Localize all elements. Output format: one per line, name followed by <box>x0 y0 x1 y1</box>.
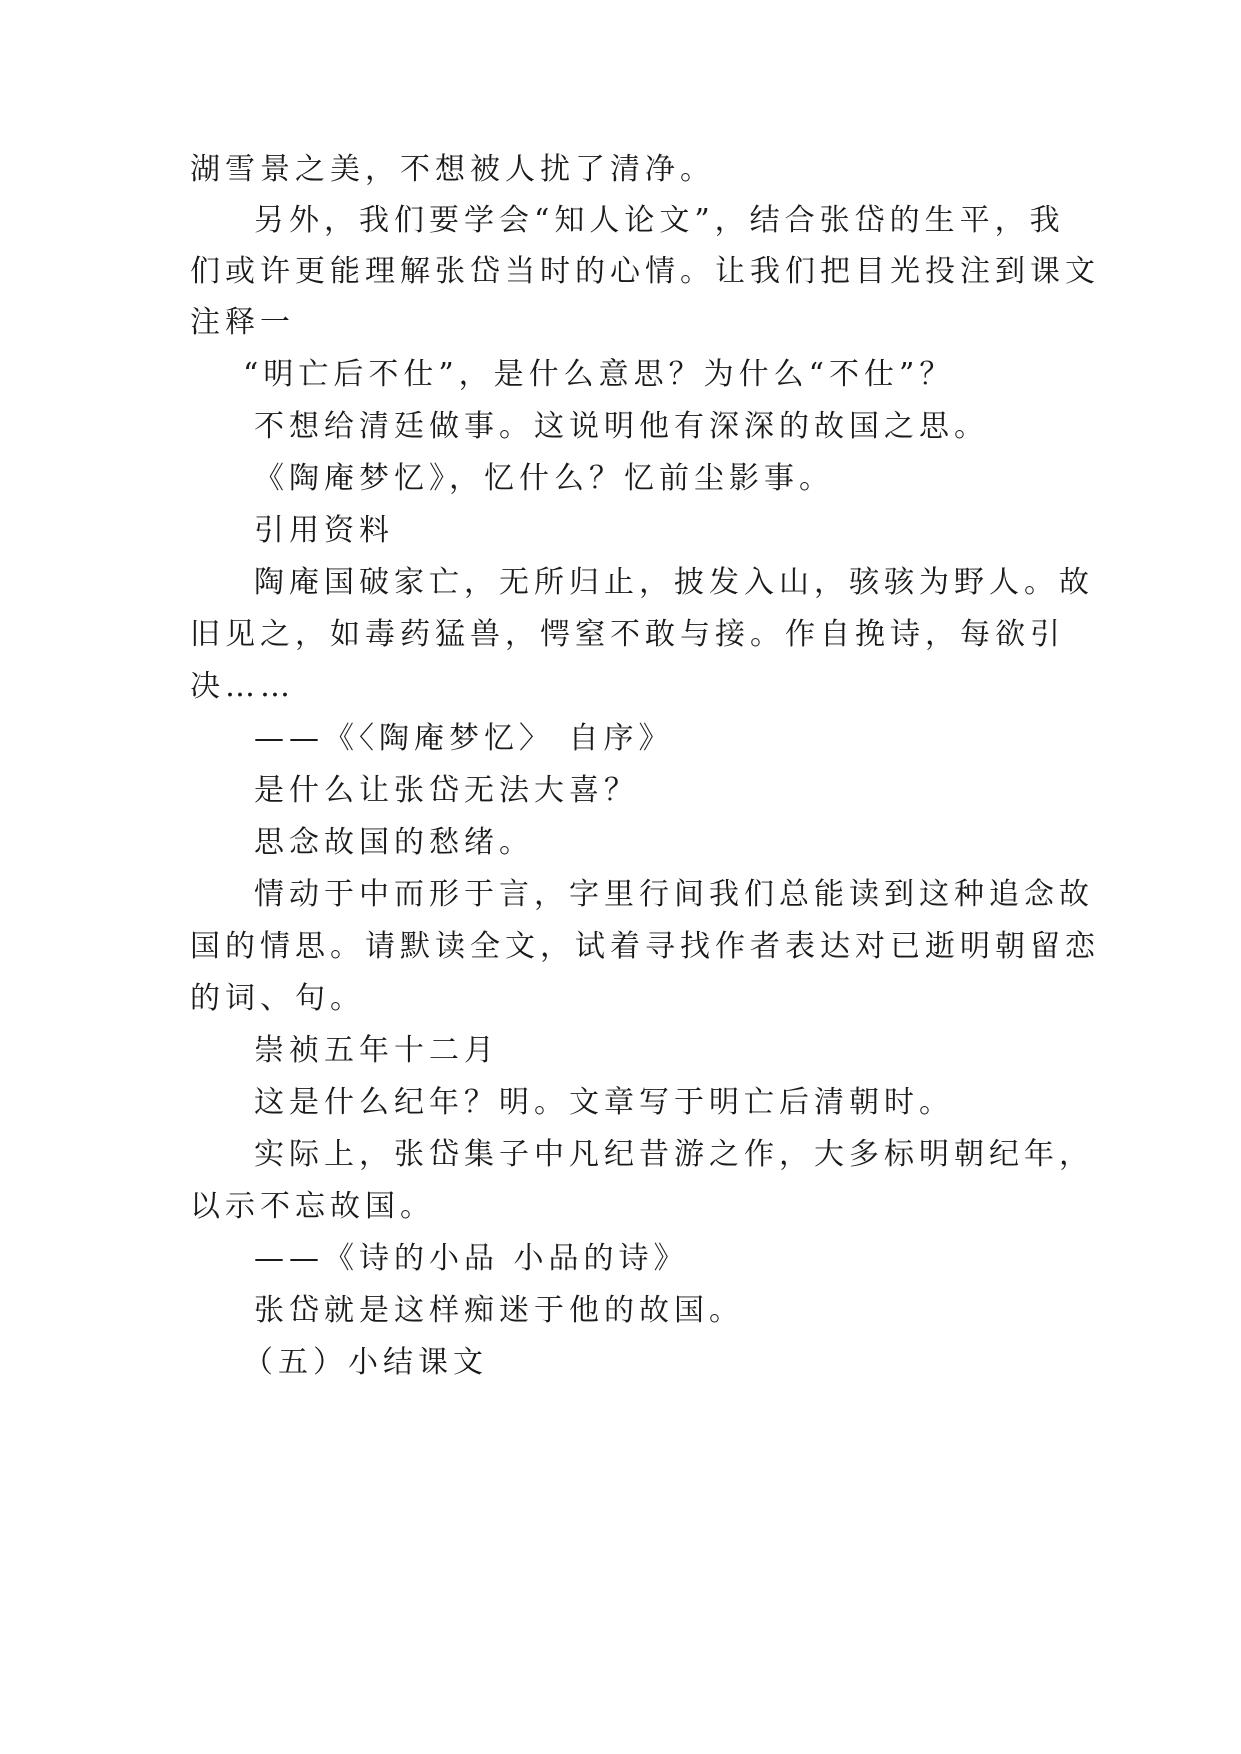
text-line: 们或许更能理解张岱当时的心情。让我们把目光投注到课文 <box>190 254 1100 289</box>
text-line: 情动于中而形于言，字里行间我们总能读到这种追念故 <box>254 877 1094 912</box>
text-line: 张岱就是这样痴迷于他的故国。 <box>254 1293 744 1328</box>
text-line: 《陶庵梦忆》，忆什么？忆前尘影事。 <box>254 461 834 496</box>
text-line: 这是什么纪年？明。文章写于明亡后清朝时。 <box>254 1085 954 1120</box>
text-line: 旧见之，如毒药猛兽，愕窒不敢与接。作自挽诗，每欲引 <box>190 617 1065 652</box>
text-line: “明亡后不仕”，是什么意思？为什么“不仕”？ <box>243 357 955 392</box>
citation-line: ——《诗的小品 小品的诗》 <box>254 1241 689 1276</box>
text-line: 崇祯五年十二月 <box>254 1033 499 1068</box>
text-line: 不想给清廷做事。这说明他有深深的故国之思。 <box>254 409 989 444</box>
text-line: 决…… <box>190 669 295 704</box>
citation-line: ——《〈陶庵梦忆〉 自序》 <box>254 721 674 756</box>
text-line: 陶庵国破家亡，无所归止，披发入山，骇骇为野人。故 <box>254 565 1094 600</box>
text-line: 以示不忘故国。 <box>190 1189 435 1224</box>
section-heading: （五）小结课文 <box>243 1345 488 1380</box>
text-line: 的词、句。 <box>190 981 365 1016</box>
text-line: 另外，我们要学会“知人论文”，结合张岱的生平，我 <box>254 203 1065 238</box>
text-line: 是什么让张岱无法大喜？ <box>254 773 639 808</box>
text-line: 湖雪景之美，不想被人扰了清净。 <box>190 152 715 187</box>
text-line: 思念故国的愁绪。 <box>254 825 534 860</box>
text-line: 引用资料 <box>254 513 394 548</box>
text-line: 国的情思。请默读全文，试着寻找作者表达对已逝明朝留恋 <box>190 929 1100 964</box>
text-line: 注释一 <box>190 305 295 340</box>
text-line: 实际上，张岱集子中凡纪昔游之作，大多标明朝纪年， <box>254 1137 1094 1172</box>
